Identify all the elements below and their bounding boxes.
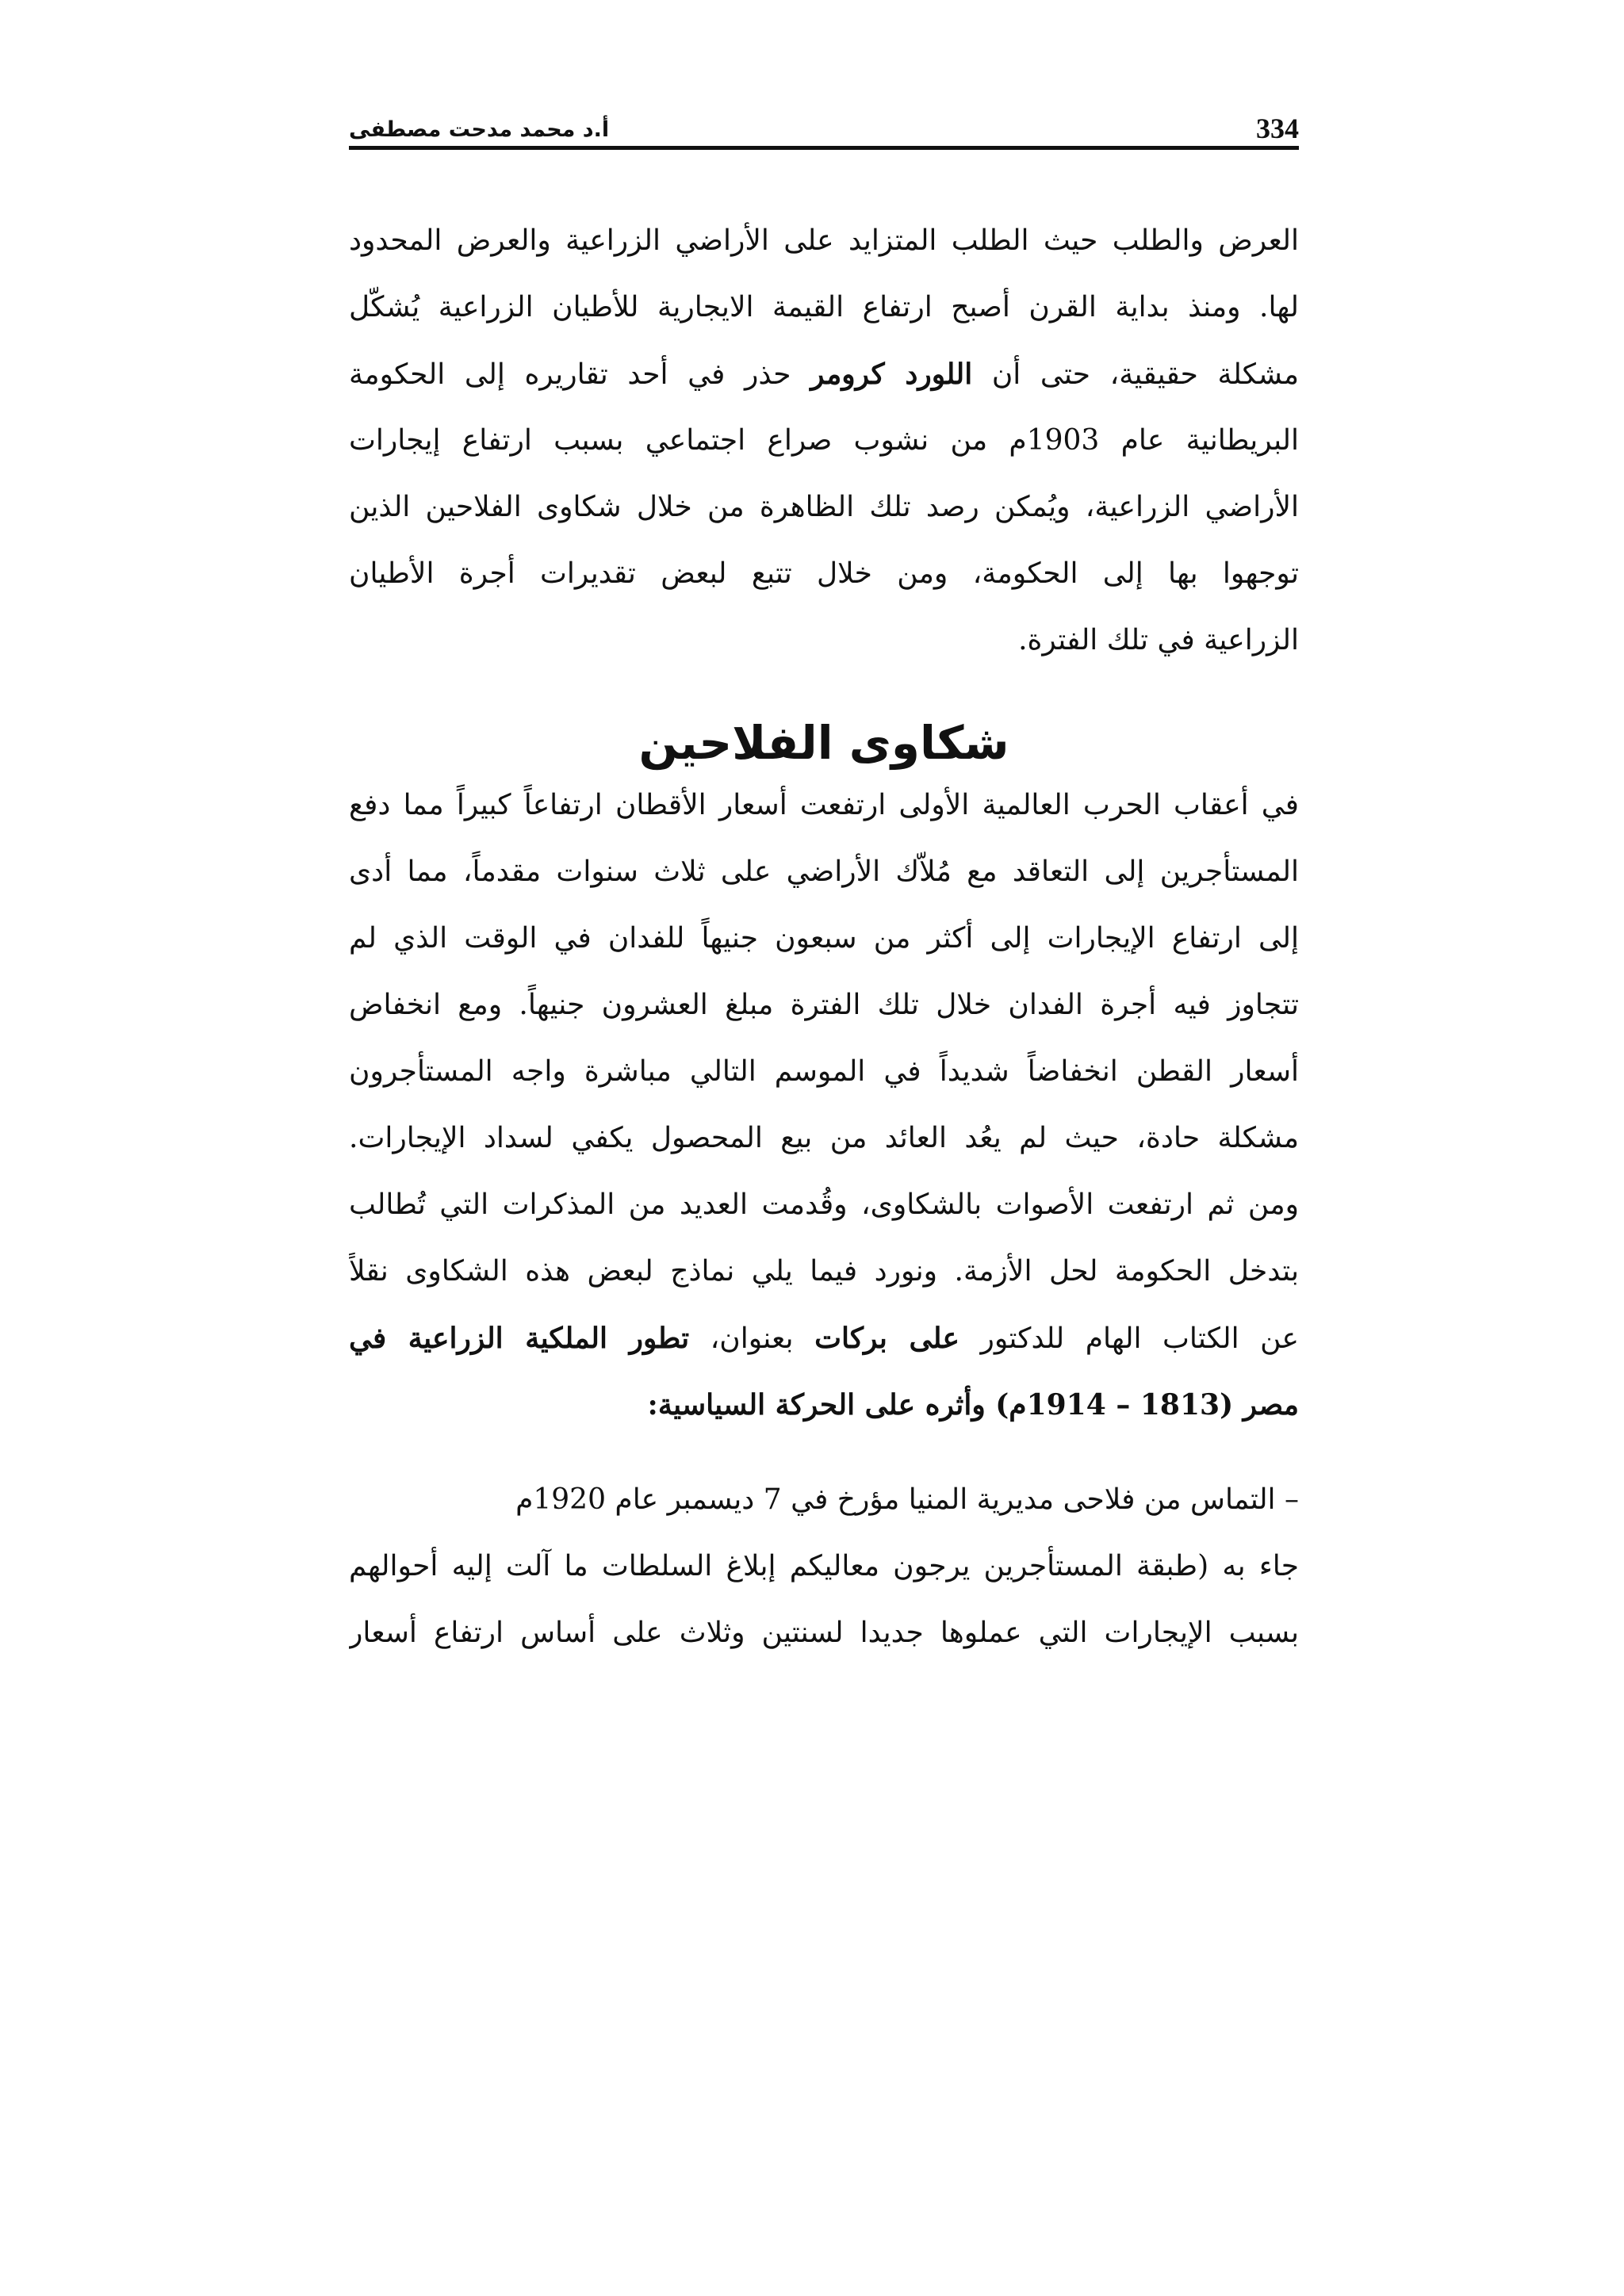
text-line: في أعقاب الحرب العالمية الأولى ارتفعت أسعار الأقطان ارتفاعاً كبيراً مما دفع: [349, 789, 1299, 821]
text-line: تتجاوز فيه أجرة الفدان خلال تلك الفترة مبلغ العشرون جنيهاً. ومع انخفاض: [349, 989, 1299, 1021]
text-line-book-title: مصر (1813 – 1914م) وأثره على الحركة السياسية:: [647, 1388, 1299, 1422]
text-line: مشكلة حادة، حيث لم يعُد العائد من بيع المحصول يكفي لسداد الإيجارات.: [349, 1122, 1299, 1154]
author-name: أ.د محمد مدحت مصطفى: [349, 117, 610, 142]
text-line: إلى ارتفاع الإيجارات إلى أكثر من سبعون جنيهاً للفدان في الوقت الذي لم: [349, 922, 1299, 955]
paragraph-2: [349, 772, 1299, 1438]
text-line: [349, 1305, 1299, 1372]
text-line: بتدخل الحكومة لحل الأزمة. ونورد فيما يلي نماذج لبعض هذه الشكاوى نقلاً: [349, 1255, 1299, 1288]
paragraph-1: [349, 208, 1299, 674]
section-heading: شكاوى الفلاحين: [638, 716, 1009, 770]
text-line: البريطانية عام 1903م من نشوب صراع اجتماعي بسبب ارتفاع إيجارات: [349, 424, 1299, 457]
running-header: [349, 101, 1299, 146]
text-line: [349, 341, 1299, 408]
text-line: ومن ثم ارتفعت الأصوات بالشكاوى، وقُدمت العديد من المذكرات التي تُطالب: [349, 1188, 1299, 1221]
text-line: توجهوا بها إلى الحكومة، ومن خلال تتبع لبعض تقديرات أجرة الأطيان: [349, 557, 1299, 590]
text-run: بعنوان،: [689, 1322, 815, 1355]
text-run: مشكلة حقيقية، حتى أن: [972, 358, 1299, 391]
text-run: عن الكتاب الهام للدكتور: [959, 1322, 1299, 1355]
bold-book-title: تطور الملكية الزراعية في: [349, 1322, 690, 1355]
header-rule: [349, 146, 1299, 150]
text-line: العرض والطلب حيث الطلب المتزايد على الأراضي الزراعية والعرض المحدود: [349, 224, 1299, 257]
text-run: حذر في أحد تقاريره إلى الحكومة: [349, 358, 811, 391]
text-line: – التماس من فلاحى مديرية المنيا مؤرخ في 7 ديسمبر عام 1920م: [515, 1483, 1299, 1516]
text-line: أسعار القطن انخفاضاً شديداً في الموسم التالي مباشرة واجه المستأجرون: [349, 1055, 1299, 1088]
text-line: الزراعية في تلك الفترة.: [1018, 624, 1299, 656]
bold-name-barakat: على بركات: [814, 1322, 959, 1355]
text-line: المستأجرين إلى التعاقد مع مُلاّك الأراضي على ثلاث سنوات مقدماً، مما أدى: [349, 855, 1299, 888]
text-line: لها. ومنذ بداية القرن أصبح ارتفاع القيمة الايجارية للأطيان الزراعية يُشكّل: [349, 291, 1299, 323]
text-line: الأراضي الزراعية، ويُمكن رصد تلك الظاهرة من خلال شكاوى الفلاحين الذين: [349, 491, 1299, 523]
text-line: جاء به (طبقة المستأجرين يرجون معاليكم إبلاغ السلطات ما آلت إليه أحوالهم: [349, 1550, 1299, 1582]
page-number: 334: [1256, 113, 1299, 144]
paragraph-3: [349, 1467, 1299, 1667]
bold-name-cromer: اللورد كرومر: [810, 358, 973, 391]
text-line: بسبب الإيجارات التي عملوها جديدا لسنتين وثلاث على أساس ارتفاع أسعار: [349, 1617, 1299, 1649]
